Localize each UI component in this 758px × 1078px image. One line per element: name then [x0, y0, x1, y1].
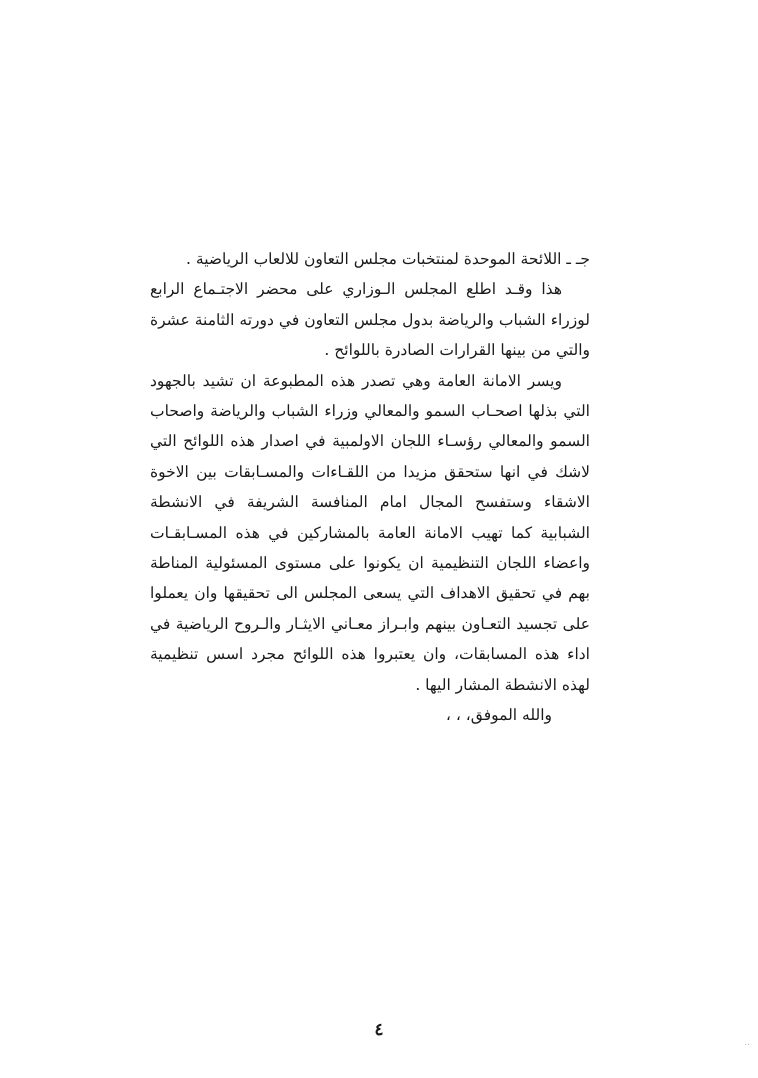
- closing-line: والله الموفق، ، ،: [445, 706, 552, 725]
- item-c-line: جـ ـ اللائحة الموحدة لمنتخبات مجلس التعاون للالعاب الرياضية .: [186, 250, 590, 268]
- corner-mark: ..: [744, 1038, 750, 1048]
- page-number: ٤: [374, 1020, 384, 1040]
- paragraph-general-secretariat: ويسر الامانة العامة وهي تصدر هذه المطبوعة ان تشيد بالجهود التي بذلها اصحـاب السمو والمعالي وزراء الشباب والرياضة واصحاب السمو والمعالي رؤسـاء اللجان الاولمبية في اصدار هذه اللوائح التي لاشك في انها ستحقق مزيدا من اللقـاءات والمسـابقات بين الاخوة الاشقاء وستفسح المجال امام المنافسة الشريفة في الانشطة الشبابية كما تهيب الامانة العامة بالمشاركين في هذه المسـابقـات واعضاء اللجان التنظيمية ان يكونوا على مستوى المسئولية المناطة بهم في تحقيق الاهداف التي يسعى المجلس الى تحقيقها وان يعملوا على تجسيد التعـاون بينهم وابـراز معـاني الايثـار والـروح الرياضية في اداء هذه المسابقات، وان يعتبروا هذه اللوائح مجرد اسس تنظيمية لهذه الانشطة المشار اليها .: [150, 371, 590, 694]
- paragraph-ministerial-council: هذا وقـد اطلع المجلس الـوزاري على محضر الاجتـماع الرابع لوزراء الشباب والرياضة بدول مجلس التعاون في دورته الثامنة عشرة والتي من بينها القرارات الصادرة باللوائح .: [150, 280, 590, 360]
- body-text: [150, 244, 590, 731]
